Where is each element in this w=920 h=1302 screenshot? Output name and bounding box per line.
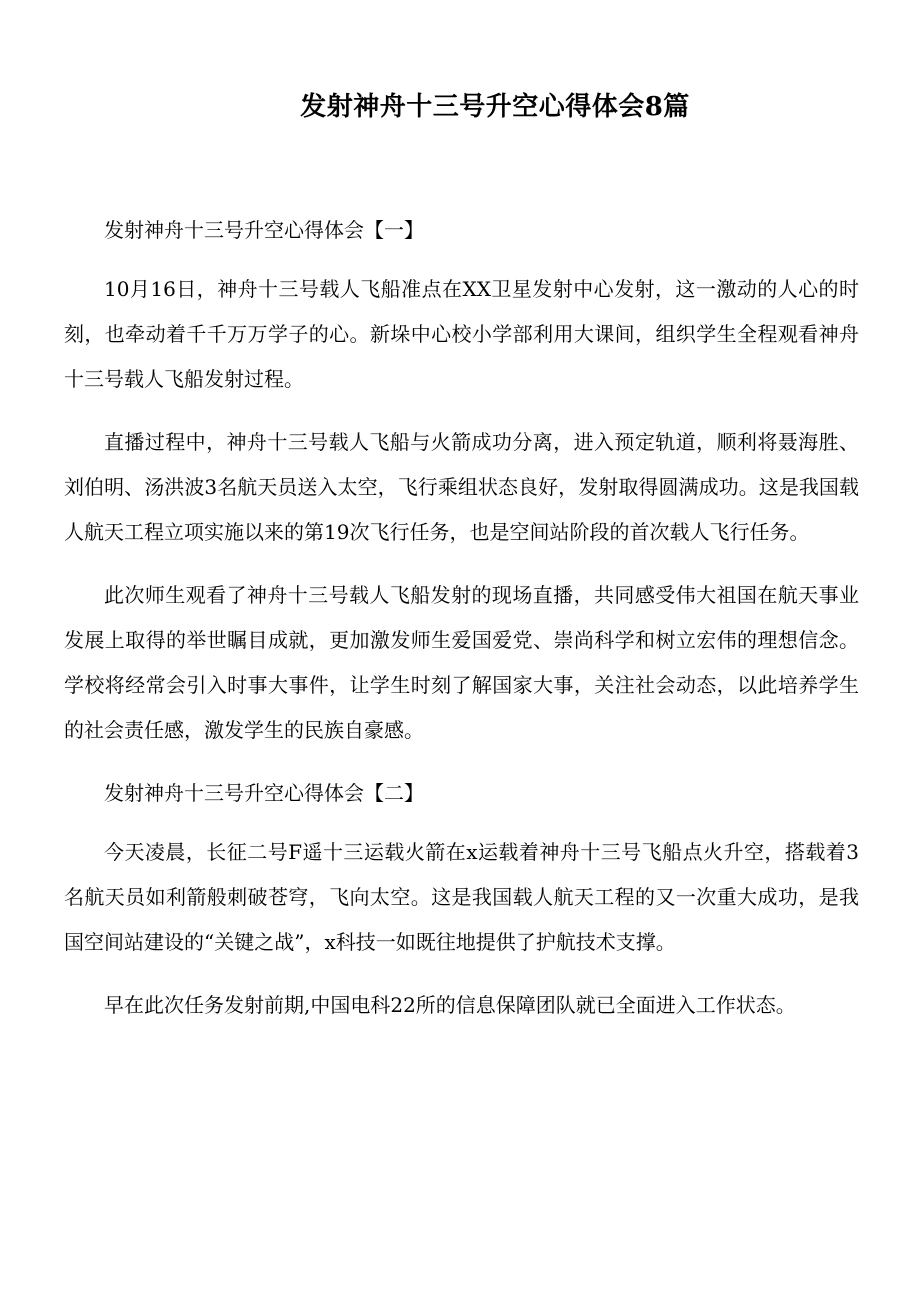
section-heading-1: 发射神舟十三号升空心得体会【一】 — [104, 218, 424, 242]
paragraph: 早在此次任务发射前期,中国电科22所的信息保障团队就已全面进入工作状态。 — [104, 993, 796, 1017]
paragraph: 此次师生观看了神舟十三号载人飞船发射的现场直播，共同感受伟大祖国在航天事业发展上取得的举世瞩目成就，更加激发师生爱国爱党、崇尚科学和树立宏伟的理想信念。学校将经常会引入时事大事件，让学生时刻了解国家大事，关注社会动态，以此培养学生的社会责任感，激发学生的民族自豪感。 — [64, 583, 859, 742]
document-body — [64, 208, 859, 1046]
paragraph: 10月16日，神舟十三号载人飞船准点在XX卫星发射中心发射，这一激动的人心的时刻，也牵动着千千万万学子的心。新垛中心校小学部利用大课间，组织学生全程观看神舟十三号载人飞船发射过程。 — [64, 277, 859, 391]
paragraph: 直播过程中，神舟十三号载人飞船与火箭成功分离，进入预定轨道，顺利将聂海胜、刘伯明、汤洪波3名航天员送入太空，飞行乘组状态良好，发射取得圆满成功。这是我国载人航天工程立项实施以来的第19次飞行任务，也是空间站阶段的首次载人飞行任务。 — [64, 430, 859, 544]
paragraph: 今天凌晨，长征二号F遥十三运载火箭在x运载着神舟十三号飞船点火升空，搭载着3名航天员如利箭般刺破苍穹，飞向太空。这是我国载人航天工程的又一次重大成功，是我国空间站建设的“关键之战”，x科技一如既往地提供了护航技术支撑。 — [64, 840, 859, 954]
section-heading-2: 发射神舟十三号升空心得体会【二】 — [104, 781, 424, 805]
document-title: 发射神舟十三号升空心得体会8篇 — [300, 92, 690, 122]
